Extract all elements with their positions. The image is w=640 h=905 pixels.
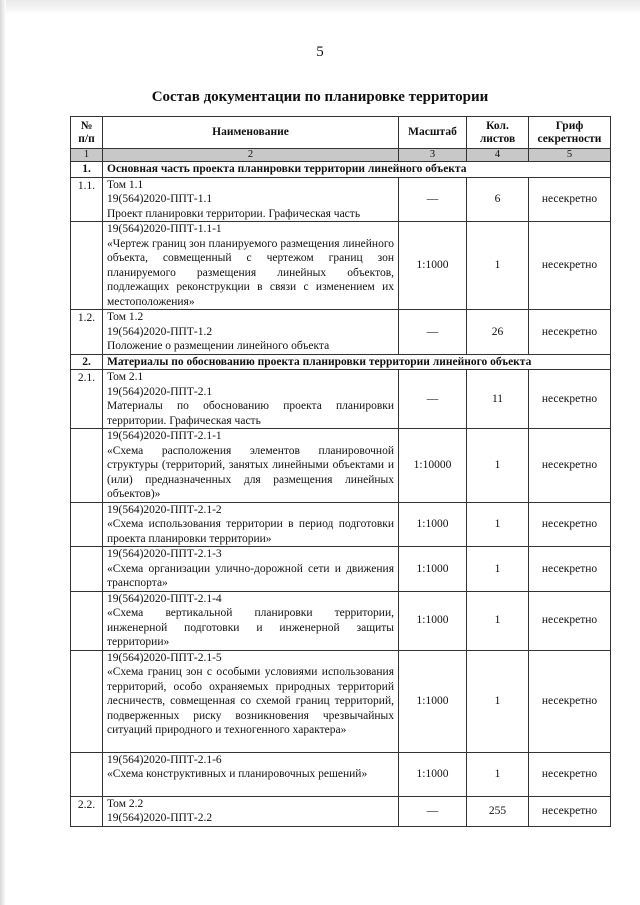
row-number xyxy=(71,752,103,796)
document-code: 19(564)2020-ППТ-1.2 xyxy=(107,325,213,338)
row-number: 1.1. xyxy=(71,177,103,222)
section-number: 2. xyxy=(71,354,103,370)
row-name xyxy=(103,502,399,547)
row-number: 2.2. xyxy=(71,796,103,826)
table-row xyxy=(71,429,611,503)
row-sheets: 1 xyxy=(467,591,529,650)
table-row xyxy=(71,222,611,310)
volume-label: Том 1.1 xyxy=(107,178,144,191)
section-row xyxy=(71,162,611,178)
row-scale: — xyxy=(399,370,467,429)
row-sheets: 26 xyxy=(467,310,529,355)
row-number xyxy=(71,222,103,310)
column-header-secrecy: Гриф секретности xyxy=(529,117,611,149)
row-secrecy: несекретно xyxy=(529,650,611,752)
row-sheets: 1 xyxy=(467,752,529,796)
column-header-scale: Масштаб xyxy=(399,117,467,149)
row-scale: 1:1000 xyxy=(399,222,467,310)
document-code: 19(564)2020-ППТ-2.1-5 xyxy=(107,651,222,664)
column-number: 4 xyxy=(467,149,529,162)
document-description: «Схема границ зон с особыми условиями использования территорий, особо охраняемых природных территорий лесничеств, совмещенная со схемой границ территорий, подверженных риску возникновения чрезвычайных ситуаций природного и техногенного характера» xyxy=(107,666,394,736)
row-secrecy: несекретно xyxy=(529,796,611,826)
row-number: 1.2. xyxy=(71,310,103,355)
row-secrecy: несекретно xyxy=(529,177,611,222)
table-row xyxy=(71,502,611,547)
document-code: 19(564)2020-ППТ-2.1-3 xyxy=(107,548,222,560)
scan-edge-shadow xyxy=(0,0,6,905)
row-sheets: 255 xyxy=(467,796,529,826)
row-secrecy: несекретно xyxy=(529,370,611,429)
column-header-name: Наименование xyxy=(103,117,399,149)
row-scale: 1:1000 xyxy=(399,502,467,547)
row-secrecy: несекретно xyxy=(529,591,611,650)
row-name xyxy=(103,796,399,826)
document-code: 19(564)2020-ППТ-2.1 xyxy=(107,385,213,398)
row-number xyxy=(71,591,103,650)
row-secrecy: несекретно xyxy=(529,429,611,503)
row-number xyxy=(71,650,103,752)
table-row xyxy=(71,796,611,826)
section-title: Материалы по обоснованию проекта планировки территории линейного объекта xyxy=(103,354,611,370)
row-name xyxy=(103,177,399,222)
table-row xyxy=(71,310,611,355)
document-description: Материалы по обоснованию проекта планировки территории. Графическая часть xyxy=(107,400,394,427)
section-title: Основная часть проекта планировки территории линейного объекта xyxy=(103,162,611,178)
column-number: 5 xyxy=(529,149,611,162)
row-scale: — xyxy=(399,310,467,355)
table-body xyxy=(71,162,611,827)
table-row xyxy=(71,177,611,222)
table-header-row xyxy=(71,117,611,149)
section-number: 1. xyxy=(71,162,103,178)
row-sheets: 1 xyxy=(467,222,529,310)
document-code: 19(564)2020-ППТ-2.2 xyxy=(107,812,213,824)
row-number xyxy=(71,547,103,592)
document-description: «Схема конструктивных и планировочных решений» xyxy=(107,768,368,780)
column-number: 3 xyxy=(399,149,467,162)
row-sheets: 6 xyxy=(467,177,529,222)
column-number: 2 xyxy=(103,149,399,162)
row-number xyxy=(71,429,103,503)
row-sheets: 1 xyxy=(467,502,529,547)
document-description: «Схема расположения элементов планировочной структуры (территорий, занятых линейными объектами и (или) предназначенных для размещения линейных объектов)» xyxy=(107,444,394,500)
document-code: 19(564)2020-ППТ-1.1 xyxy=(107,193,213,205)
row-name xyxy=(103,650,399,752)
document-description: «Чертеж границ зон планируемого размещения линейного объекта, совмещенный с чертежом границ зон планируемого размещения линейных объектов, подлежащих реконструкции в связи с изменением их местоположения» xyxy=(107,237,394,308)
document-code: 19(564)2020-ППТ-1.1-1 xyxy=(107,223,222,235)
document-code: 19(564)2020-ППТ-2.1-2 xyxy=(107,503,222,516)
row-name xyxy=(103,752,399,796)
row-sheets: 1 xyxy=(467,650,529,752)
row-secrecy: несекретно xyxy=(529,222,611,310)
row-scale: 1:10000 xyxy=(399,429,467,503)
row-name xyxy=(103,547,399,592)
column-number: 1 xyxy=(71,149,103,162)
row-sheets: 1 xyxy=(467,547,529,592)
document-description: «Схема организации улично-дорожной сети и движения транспорта» xyxy=(107,562,394,589)
volume-label: Том 2.1 xyxy=(107,371,144,383)
row-name xyxy=(103,222,399,310)
document-code: 19(564)2020-ППТ-2.1-1 xyxy=(107,430,222,442)
column-header-sheets: Кол. листов xyxy=(467,117,529,149)
document-description: Проект планировки территории. Графическая часть xyxy=(107,207,361,220)
row-scale: 1:1000 xyxy=(399,591,467,650)
document-description: Положение о размещении линейного объекта xyxy=(107,340,330,352)
volume-label: Том 2.2 xyxy=(107,797,144,810)
volume-label: Том 1.2 xyxy=(107,311,144,323)
column-numbers-row xyxy=(71,149,611,162)
document-title: Состав документации по планировке территории xyxy=(151,89,489,105)
document-code: 19(564)2020-ППТ-2.1-6 xyxy=(107,753,222,766)
row-secrecy: несекретно xyxy=(529,752,611,796)
documentation-table xyxy=(70,116,611,827)
document-description: «Схема вертикальной планировки территории, инженерной подготовки и инженерной защиты территории» xyxy=(107,607,394,648)
row-sheets: 1 xyxy=(467,429,529,503)
table-row xyxy=(71,547,611,592)
document-description: «Схема использования территории в период подготовки проекта планировки территории» xyxy=(107,518,394,545)
row-name xyxy=(103,591,399,650)
table-row xyxy=(71,650,611,752)
row-secrecy: несекретно xyxy=(529,547,611,592)
row-number xyxy=(71,502,103,547)
document-code: 19(564)2020-ППТ-2.1-4 xyxy=(107,592,222,605)
row-sheets: 11 xyxy=(467,370,529,429)
row-scale: — xyxy=(399,177,467,222)
row-secrecy: несекретно xyxy=(529,502,611,547)
table-row xyxy=(71,370,611,429)
row-scale: 1:1000 xyxy=(399,650,467,752)
column-header-num: № п/п xyxy=(71,117,103,149)
row-number: 2.1. xyxy=(71,370,103,429)
row-name xyxy=(103,429,399,503)
row-scale: 1:1000 xyxy=(399,547,467,592)
row-scale: 1:1000 xyxy=(399,752,467,796)
row-name xyxy=(103,370,399,429)
table-row xyxy=(71,752,611,796)
table-row xyxy=(71,591,611,650)
page-number: 5 xyxy=(316,44,324,60)
row-name xyxy=(103,310,399,355)
section-row xyxy=(71,354,611,370)
row-secrecy: несекретно xyxy=(529,310,611,355)
row-scale: — xyxy=(399,796,467,826)
